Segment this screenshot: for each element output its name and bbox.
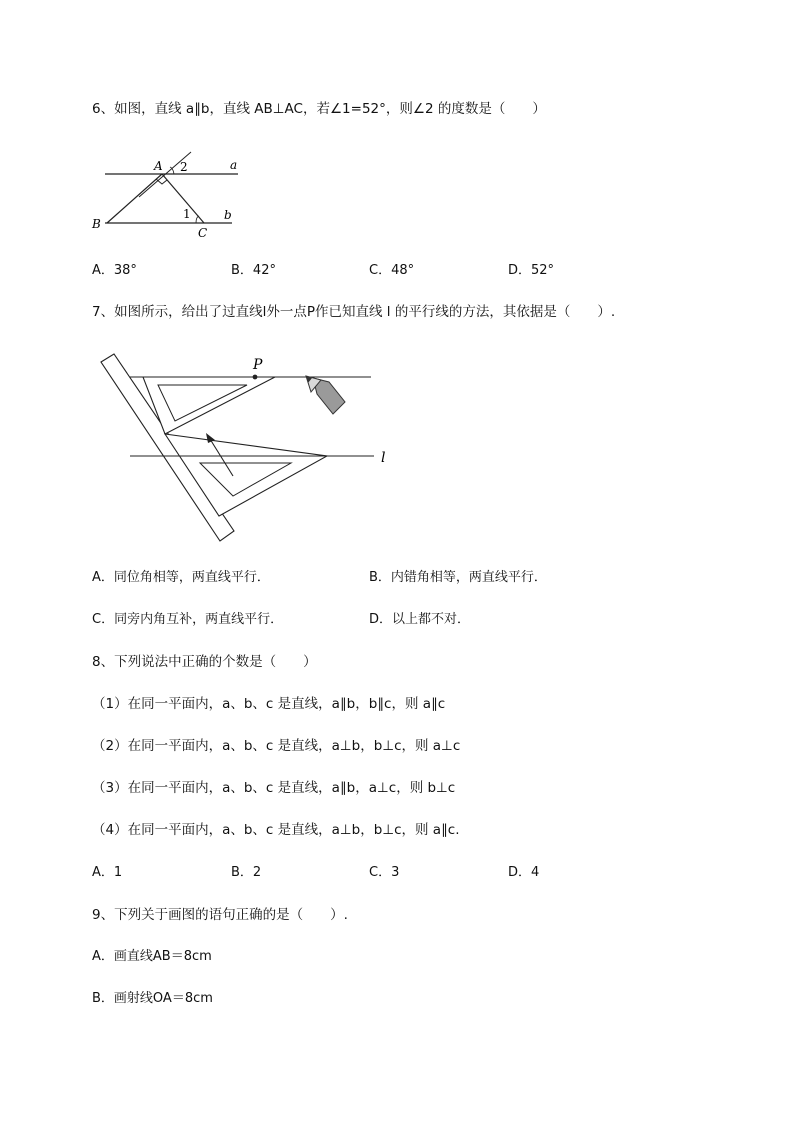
q7-figure — [95, 348, 405, 543]
q8-statement-1: （1）在同一平面内，a、b、c 是直线，a∥b，b∥c，则 a∥c — [92, 696, 446, 712]
q9-stem: 9、下列关于画图的语句正确的是（ ）. — [92, 907, 348, 923]
label-P: P — [253, 357, 263, 373]
label-1: 1 — [183, 207, 191, 221]
q8-statement-4: （4）在同一平面内，a、b、c 是直线，a⊥b，b⊥c，则 a∥c. — [92, 822, 460, 838]
q6-option-a: A．38° — [92, 263, 137, 278]
q6-option-d: D．52° — [508, 263, 555, 278]
label-b: b — [224, 208, 232, 222]
segment-ab — [107, 174, 162, 223]
q7-option-a: A．同位角相等，两直线平行． — [92, 570, 270, 585]
label-C: C — [198, 226, 208, 240]
q7-option-d: D．以上都不对． — [369, 612, 471, 627]
angle-2-arc — [170, 167, 174, 174]
q9-option-b: B．画射线OA＝8cm — [92, 991, 213, 1006]
q8-option-a: A．1 — [92, 865, 123, 880]
q6-stem: 6、如图，直线 a∥b，直线 AB⊥AC，若∠1=52°，则∠2 的度数是（ ） — [92, 101, 546, 117]
label-A: A — [154, 159, 163, 173]
label-l: l — [381, 450, 386, 466]
q7-option-c: C．同旁内角互补，两直线平行． — [92, 612, 284, 627]
q6-option-c: C．48° — [369, 263, 415, 278]
q8-stem: 8、下列说法中正确的个数是（ ） — [92, 654, 317, 670]
q7-stem: 7、如图所示，给出了过直线l外一点P作已知直线 l 的平行线的方法，其依据是（ ）. — [92, 304, 616, 320]
point-p — [253, 375, 258, 380]
q7-option-b: B．内错角相等，两直线平行． — [369, 570, 547, 585]
q8-option-c: C．3 — [369, 865, 400, 880]
q8-statement-2: （2）在同一平面内，a、b、c 是直线，a⊥b，b⊥c，则 a⊥c — [92, 738, 461, 754]
label-B: B — [92, 217, 101, 231]
label-a: a — [230, 158, 238, 172]
label-2: 2 — [180, 160, 188, 174]
q6-option-b: B．42° — [231, 263, 276, 278]
q9-option-a: A．画直线AB＝8cm — [92, 949, 212, 964]
q8-option-d: D．4 — [508, 865, 540, 880]
q8-option-b: B．2 — [231, 865, 262, 880]
q6-figure — [90, 150, 250, 242]
q8-statement-3: （3）在同一平面内，a、b、c 是直线，a∥b，a⊥c，则 b⊥c — [92, 780, 456, 796]
